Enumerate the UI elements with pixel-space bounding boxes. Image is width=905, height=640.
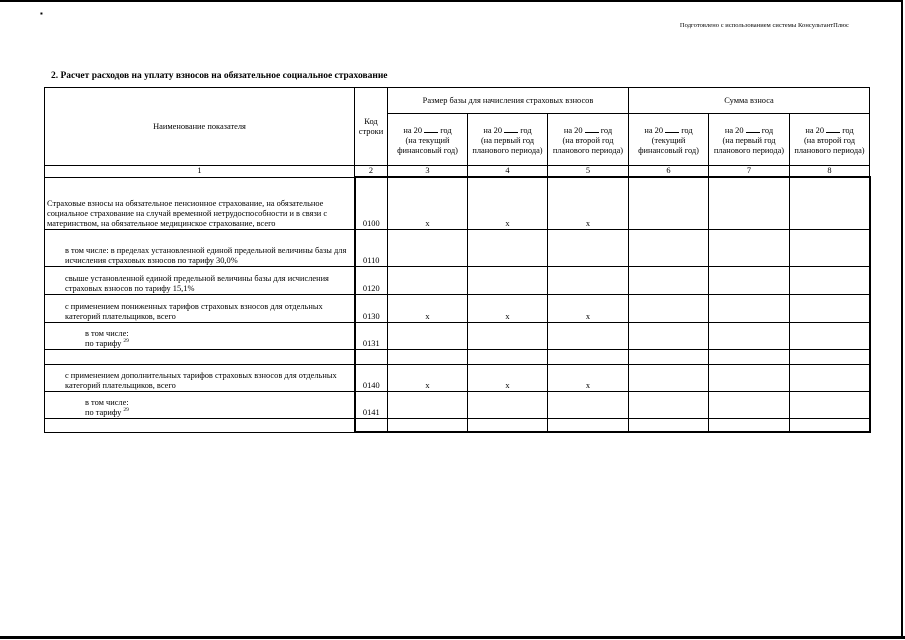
table-row xyxy=(45,364,870,391)
value-cell[interactable] xyxy=(468,229,548,266)
header-row-1 xyxy=(45,88,870,114)
value-cell[interactable] xyxy=(468,391,548,418)
value-cell[interactable]: x xyxy=(388,177,468,229)
row-name-line1: в том числе: xyxy=(85,328,129,338)
row-name: свыше установленной единой предельной величины базы для исчисления страховых взносов по тарифу 15,1% xyxy=(45,266,355,294)
header-base-group: Размер базы для начисления страховых взносов xyxy=(388,88,629,114)
row-code: 0130 xyxy=(355,294,388,322)
value-cell[interactable] xyxy=(790,229,870,266)
row-code: 0100 xyxy=(355,177,388,229)
row-name: с применением дополнительных тарифов страховых взносов для отдельных категорий плательщиков, всего xyxy=(45,364,355,391)
value-cell[interactable] xyxy=(629,349,709,364)
value-cell[interactable] xyxy=(548,418,629,432)
row-name: Страховые взносы на обязательное пенсионное страхование, на обязательное социальное страхование на случай временной нетрудоспособности и в связи с материнством, на обязательное медицинское страхование, всего xyxy=(45,177,355,229)
row-name: с применением пониженных тарифов страховых взносов для отдельных категорий плательщиков, всего xyxy=(45,294,355,322)
header-sum-second-plan: на 20 год (на второй год планового периода) xyxy=(790,114,870,166)
column-number: 2 xyxy=(355,166,388,178)
row-code: 0141 xyxy=(355,391,388,418)
row-code: 0120 xyxy=(355,266,388,294)
value-cell[interactable] xyxy=(388,266,468,294)
value-cell[interactable]: x xyxy=(548,364,629,391)
value-cell[interactable]: x xyxy=(468,177,548,229)
footnote-mark: 29 xyxy=(123,337,129,344)
value-cell[interactable] xyxy=(548,229,629,266)
contributions-table xyxy=(44,87,871,433)
row-name-line2: по тарифу xyxy=(85,407,122,417)
value-cell[interactable] xyxy=(709,364,790,391)
value-cell[interactable] xyxy=(790,294,870,322)
column-number: 7 xyxy=(709,166,790,178)
value-cell[interactable] xyxy=(629,391,709,418)
value-cell[interactable] xyxy=(709,266,790,294)
value-cell[interactable] xyxy=(709,391,790,418)
value-cell[interactable] xyxy=(709,418,790,432)
value-cell[interactable] xyxy=(388,391,468,418)
prepared-note: Подготовлено с использованием системы КонсультантПлюс xyxy=(679,22,849,29)
value-cell[interactable] xyxy=(790,364,870,391)
row-code xyxy=(355,418,388,432)
table-row xyxy=(45,391,870,418)
value-cell[interactable] xyxy=(790,391,870,418)
section-title: 2. Расчет расходов на уплату взносов на обязательное социальное страхование xyxy=(51,71,388,81)
value-cell[interactable] xyxy=(548,391,629,418)
column-number: 3 xyxy=(388,166,468,178)
value-cell[interactable] xyxy=(790,266,870,294)
value-cell[interactable]: x xyxy=(548,294,629,322)
value-cell[interactable] xyxy=(790,177,870,229)
column-numbers-row xyxy=(45,166,870,178)
value-cell[interactable] xyxy=(468,322,548,349)
value-cell[interactable] xyxy=(548,266,629,294)
column-number: 5 xyxy=(548,166,629,178)
value-cell[interactable]: x xyxy=(548,177,629,229)
footnote-mark: 29 xyxy=(123,406,129,413)
header-indicator-name: Наименование показателя xyxy=(45,88,355,166)
header-base-second-plan: на 20 год (на второй год планового периода) xyxy=(548,114,629,166)
value-cell[interactable] xyxy=(388,229,468,266)
value-cell[interactable] xyxy=(548,349,629,364)
value-cell[interactable]: x xyxy=(468,364,548,391)
value-cell[interactable] xyxy=(629,177,709,229)
row-name-line1: в том числе: xyxy=(85,397,129,407)
table-row xyxy=(45,229,870,266)
header-sum-group: Сумма взноса xyxy=(629,88,870,114)
value-cell[interactable] xyxy=(388,349,468,364)
value-cell[interactable] xyxy=(790,418,870,432)
value-cell[interactable] xyxy=(468,266,548,294)
row-code: 0110 xyxy=(355,229,388,266)
value-cell[interactable]: x xyxy=(388,364,468,391)
header-row-code: Код строки xyxy=(355,88,388,166)
value-cell[interactable] xyxy=(468,349,548,364)
value-cell[interactable] xyxy=(629,322,709,349)
value-cell[interactable] xyxy=(629,266,709,294)
table-row-empty xyxy=(45,349,870,364)
value-cell[interactable]: x xyxy=(468,294,548,322)
row-name xyxy=(45,418,355,432)
value-cell[interactable] xyxy=(629,229,709,266)
scan-speck: ▪ xyxy=(40,9,43,18)
value-cell[interactable] xyxy=(548,322,629,349)
row-code: 0131 xyxy=(355,322,388,349)
value-cell[interactable]: x xyxy=(388,294,468,322)
table-row xyxy=(45,294,870,322)
row-name xyxy=(45,322,355,349)
value-cell[interactable] xyxy=(629,418,709,432)
row-name xyxy=(45,391,355,418)
header-base-current: на 20 год (на текущий финансовый год) xyxy=(388,114,468,166)
value-cell[interactable] xyxy=(629,364,709,391)
column-number: 4 xyxy=(468,166,548,178)
value-cell[interactable] xyxy=(709,322,790,349)
row-code: 0140 xyxy=(355,364,388,391)
column-number: 1 xyxy=(45,166,355,178)
value-cell[interactable] xyxy=(709,349,790,364)
value-cell[interactable] xyxy=(709,229,790,266)
header-base-first-plan: на 20 год (на первый год планового периода) xyxy=(468,114,548,166)
value-cell[interactable] xyxy=(709,294,790,322)
row-name-line2: по тарифу xyxy=(85,338,122,348)
row-name xyxy=(45,349,355,364)
column-number: 6 xyxy=(629,166,709,178)
value-cell[interactable] xyxy=(709,177,790,229)
page-bottom-edge xyxy=(0,636,905,639)
header-sum-first-plan: на 20 год (на первый год планового периода) xyxy=(709,114,790,166)
header-sum-current: на 20 год (текущий финансовый год) xyxy=(629,114,709,166)
table-row xyxy=(45,266,870,294)
table-row xyxy=(45,322,870,349)
table-row xyxy=(45,177,870,229)
value-cell[interactable] xyxy=(388,418,468,432)
value-cell[interactable] xyxy=(629,294,709,322)
row-code xyxy=(355,349,388,364)
row-name: в том числе: в пределах установленной единой предельной величины базы для исчисления страховых взносов по тарифу 30,0% xyxy=(45,229,355,266)
value-cell[interactable] xyxy=(790,322,870,349)
table-row-empty xyxy=(45,418,870,432)
column-number: 8 xyxy=(790,166,870,178)
value-cell[interactable] xyxy=(790,349,870,364)
value-cell[interactable] xyxy=(388,322,468,349)
value-cell[interactable] xyxy=(468,418,548,432)
